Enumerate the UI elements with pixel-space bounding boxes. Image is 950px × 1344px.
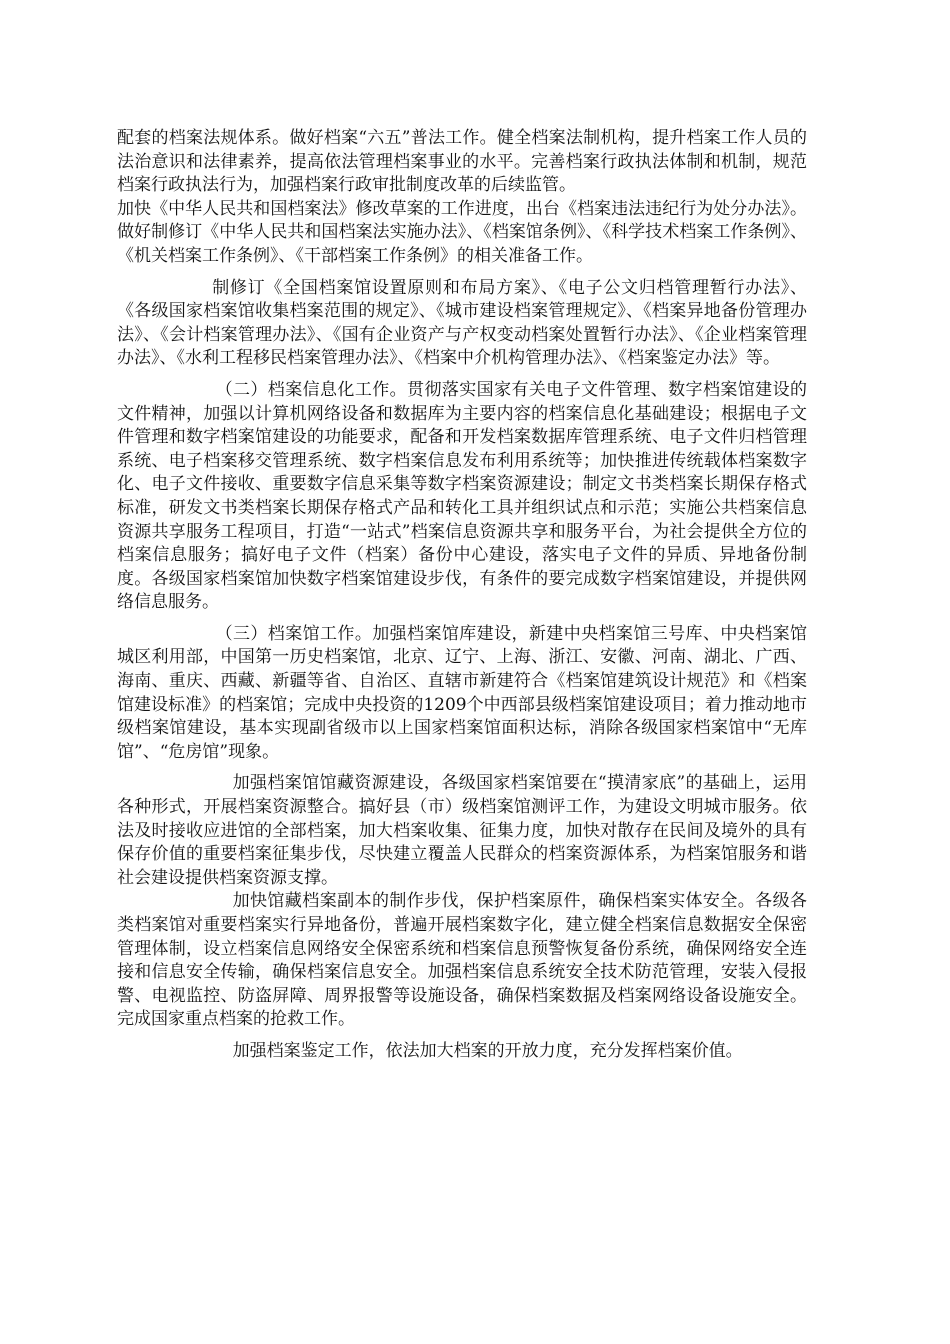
paragraph-archive-security: 加快馆藏档案副本的制作步伐，保护档案原件，确保档案实体安全。各级各类档案馆对重要档案实行异地备份，普遍开展档案数字化，建立健全档案信息数据安全保密管理体制，设立档案信息网络安全保密系统和档案信息预警恢复备份系统，确保网络安全连接和信息安全传输，确保档案信息安全。加强档案信息系统安全技术防范管理，安装入侵报警、电视监控、防盗屏障、周界报警等设施设备，确保档案数据及档案网络设备设施安全。完成国家重点档案的抢救工作。	[117, 891, 807, 1030]
paragraph-legal-system: 配套的档案法规体系。做好档案“六五”普法工作。健全档案法制机构，提升档案工作人员的法治意识和法律素养，提高依法管理档案事业的水平。完善档案行政执法体制和机制，规范档案行政执法行为，加强档案行政审批制度改革的后续监管。	[117, 128, 807, 196]
paragraph-appraisal: 加强档案鉴定工作，依法加大档案的开放力度，充分发挥档案价值。	[232, 1040, 743, 1061]
document-body	[117, 127, 807, 1064]
paragraph-collection-resources: 加强档案馆馆藏资源建设，各级国家档案馆要在“摸清家底”的基础上，运用各种形式，开展档案资源整合。搞好县（市）级档案馆测评工作，为建设文明城市服务。依法及时接收应进馆的全部档案，加大档案收集、征集力度，加快对散存在民间及境外的具有保存价值的重要档案征集步伐，尽快建立覆盖人民群众的档案资源体系，为档案馆服务和谐社会建设提供档案资源支撑。	[117, 773, 807, 888]
paragraph-informatization: （二）档案信息化工作。贯彻落实国家有关电子文件管理、数字档案馆建设的文件精神，加强以计算机网络设备和数据库为主要内容的档案信息化基础建设；根据电子文件管理和数字档案馆建设的功能要求，配备和开发档案数据库管理系统、电子文件归档管理系统、电子档案移交管理系统、数字档案信息发布利用系统等；加快推进传统载体档案数字化、电子文件接收、重要数字信息采集等数字档案资源建设；制定文书类档案长期保存格式标准，研发文书类档案长期保存格式产品和转化工具并组织试点和示范；实施公共档案信息资源共享服务工程项目，打造“一站式”档案信息资源共享和服务平台，为社会提供全方位的档案信息服务；搞好电子文件（档案）备份中心建设，落实电子文件的异质、异地备份制度。各级国家档案馆加快数字档案馆建设步伐，有条件的要完成数字档案馆建设，并提供网络信息服务。	[117, 379, 807, 613]
paragraph-archive-building: （三）档案馆工作。加强档案馆库建设，新建中央档案馆三号库、中央档案馆城区利用部，中国第一历史档案馆，北京、辽宁、上海、浙江、安徽、河南、湖北、广西、海南、重庆、西藏、新疆等省、自治区、直辖市新建符合《档案馆建筑设计规范》和《档案馆建设标准》的档案馆；完成中央投资的1209个中西部县级档案馆建设项目；着力推动地市级档案馆建设，基本实现副省级市以上国家档案馆面积达标，消除各级国家档案馆中“无库馆”、“危房馆”现象。	[117, 623, 807, 762]
paragraph-archive-law-revision: 加快《中华人民共和国档案法》修改草案的工作进度，出台《档案违法违纪行为处分办法》。做好制修订《中华人民共和国档案法实施办法》、《档案馆条例》、《科学技术档案工作条例》、《机关档案工作条例》、《干部档案工作条例》的相关准备工作。	[117, 198, 807, 266]
paragraph-regulations-revision: 制修订《全国档案馆设置原则和布局方案》、《电子公文归档管理暂行办法》、《各级国家档案馆收集档案范围的规定》、《城市建设档案管理规定》、《档案异地备份管理办法》、《会计档案管理办法》、《国有企业资产与产权变动档案处置暂行办法》、《企业档案管理办法》、《水利工程移民档案管理办法》、《档案中介机构管理办法》、《档案鉴定办法》等。	[117, 277, 807, 369]
